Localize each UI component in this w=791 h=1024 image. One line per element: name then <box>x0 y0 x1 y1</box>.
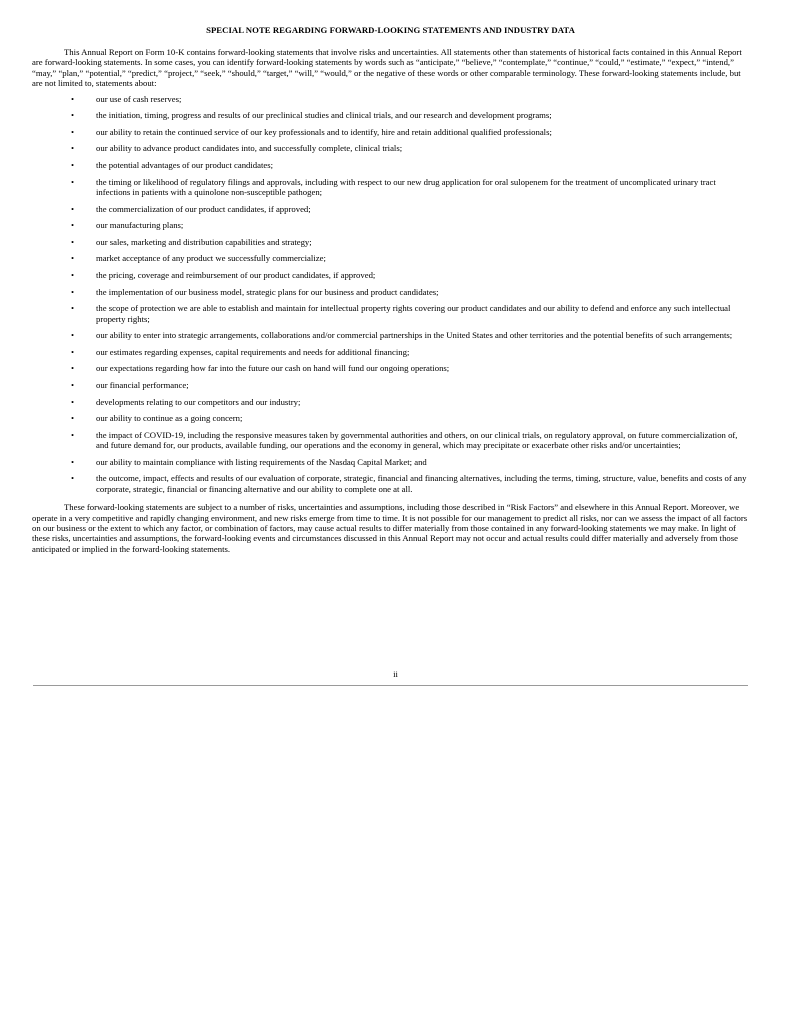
bullet-icon: • <box>71 456 75 467</box>
bullet-icon: • <box>71 203 75 214</box>
list-item <box>32 253 749 263</box>
list-item-text: our use of cash reserves; <box>96 93 182 104</box>
list-item <box>32 94 749 104</box>
list-item-text: our ability to maintain compliance with listing requirements of the Nasdaq Capital Market; and <box>96 456 427 467</box>
list-item-text: the timing or likelihood of regulatory filings and approvals, including with respect to our new drug application for oral sulopenem for the treatment of uncomplicated urinary tract infections in patients with a quinolone non-susceptible pathogen; <box>96 176 716 197</box>
list-item <box>32 330 749 340</box>
list-item-text: our estimates regarding expenses, capital requirements and needs for additional financing; <box>96 346 410 357</box>
list-item <box>32 303 749 324</box>
bullet-icon: • <box>71 236 75 247</box>
list-item-text: the impact of COVID-19, including the responsive measures taken by governmental authorities and others, on our clinical trials, on regulatory approval, on future commercialization of, and future demand for, our products, available funding, our operations and the economy in general, which may precipitate or exacerbate other risks and/or uncertainties; <box>96 429 738 451</box>
list-item <box>32 204 749 214</box>
list-item <box>32 237 749 247</box>
list-item <box>32 143 749 153</box>
intro-paragraph: This Annual Report on Form 10-K contains forward-looking statements that involve risks and uncertainties. All statements other than statements of historical facts contained in this Annual Report are forward-looking statements. In some cases, you can identify forward-looking statements by words such as “anticipate,” “believe,” “contemplate,” “continue,” “could,” “estimate,” “expect,” “intend,” “may,” “plan,” “potential,” “predict,” “project,” “seek,” “should,” “target,” “will,” “would,” or the negative of these words or other comparable terminology. These forward-looking statements include, but are not limited to, statements about: <box>32 47 742 89</box>
list-item-text: the implementation of our business model, strategic plans for our business and product candidates; <box>96 286 439 297</box>
list-item-text: the pricing, coverage and reimbursement of our product candidates, if approved; <box>96 269 376 280</box>
bullet-icon: • <box>71 269 75 280</box>
list-item-text: our ability to advance product candidates into, and successfully complete, clinical trials; <box>96 143 403 154</box>
list-item <box>32 270 749 280</box>
list-item-text: the scope of protection we are able to establish and maintain for intellectual property rights covering our product candidates and our ability to defend and enforce any such intellectual property rights; <box>96 303 731 324</box>
list-item-text: the potential advantages of our product candidates; <box>96 160 274 170</box>
list-item <box>32 177 749 198</box>
list-item-text: our ability to enter into strategic arrangements, collaborations and/or commercial partnerships in the United States and other territories and the potential benefits of such arrangements; <box>96 330 733 341</box>
section-heading: SPECIAL NOTE REGARDING FORWARD-LOOKING STATEMENTS AND INDUSTRY DATA <box>206 25 575 35</box>
page-number: ii <box>393 669 398 679</box>
list-item <box>32 397 749 407</box>
list-item-text: the commercialization of our product candidates, if approved; <box>96 203 311 214</box>
bullet-icon: • <box>71 303 75 314</box>
list-item <box>32 363 749 373</box>
list-item-text: developments relating to our competitors and our industry; <box>96 396 301 407</box>
bullet-icon: • <box>71 143 75 154</box>
list-item <box>32 473 749 494</box>
list-item <box>32 430 749 451</box>
bullet-icon: • <box>71 363 75 374</box>
bullet-icon: • <box>71 160 75 170</box>
list-item-text: the initiation, timing, progress and results of our preclinical studies and clinical trials, and our research and development programs; <box>96 110 552 121</box>
list-item <box>32 413 749 423</box>
bullet-icon: • <box>71 286 75 297</box>
bullet-icon: • <box>71 330 75 341</box>
bullet-icon: • <box>71 413 75 424</box>
bullet-icon: • <box>71 110 75 121</box>
closing-paragraph: These forward-looking statements are subject to a number of risks, uncertainties and assumptions, including those described in “Risk Factors” and elsewhere in this Annual Report. Moreover, we operate in a very competitive and rapidly changing environment, and new risks emerge from time to time. It is not possible for our management to predict all risks, nor can we assess the impact of all factors on our business or the extent to which any factor, or combination of factors, may cause actual results to differ materially from those contained in any forward-looking statements we may make. In light of these risks, uncertainties and assumptions, the forward-looking events and circumstances discussed in this Annual Report may not occur and actual results could differ materially and adversely from those anticipated or implied in the forward-looking statements. <box>32 502 748 554</box>
bullet-icon: • <box>71 346 75 357</box>
list-item-text: the outcome, impact, effects and results of our evaluation of corporate, strategic, financial and financing alternatives, including the terms, timing, structure, value, benefits and costs of any corporate, strategic, financial or financing alternative and our ability to complete one at all. <box>96 473 747 494</box>
list-item <box>32 160 749 170</box>
list-item-text: our sales, marketing and distribution capabilities and strategy; <box>96 236 312 247</box>
list-item <box>32 380 749 390</box>
list-item <box>32 287 749 297</box>
list-item <box>32 127 749 137</box>
bullet-icon: • <box>71 473 75 484</box>
bullet-icon: • <box>71 253 75 264</box>
bullet-icon: • <box>71 176 75 187</box>
list-item-text: our ability to continue as a going concern; <box>96 413 243 424</box>
bullet-icon: • <box>71 379 75 390</box>
document-page <box>32 24 749 554</box>
bullet-icon: • <box>71 93 75 104</box>
list-item-text: our ability to retain the continued service of our key professionals and to identify, hire and retain additional qualified professionals; <box>96 126 552 137</box>
list-item-text: our manufacturing plans; <box>96 220 184 231</box>
bullet-icon: • <box>71 126 75 137</box>
bullet-icon: • <box>71 429 75 440</box>
bullet-icon: • <box>71 220 75 231</box>
list-item <box>32 347 749 357</box>
list-item <box>32 110 749 120</box>
list-item <box>32 220 749 230</box>
list-item-text: market acceptance of any product we successfully commercialize; <box>96 253 326 264</box>
list-item <box>32 457 749 467</box>
footer-divider <box>33 685 748 686</box>
forward-looking-statements-list <box>32 94 749 495</box>
list-item-text: our expectations regarding how far into the future our cash on hand will fund our ongoing operations; <box>96 363 450 374</box>
list-item-text: our financial performance; <box>96 379 189 390</box>
bullet-icon: • <box>71 396 75 407</box>
